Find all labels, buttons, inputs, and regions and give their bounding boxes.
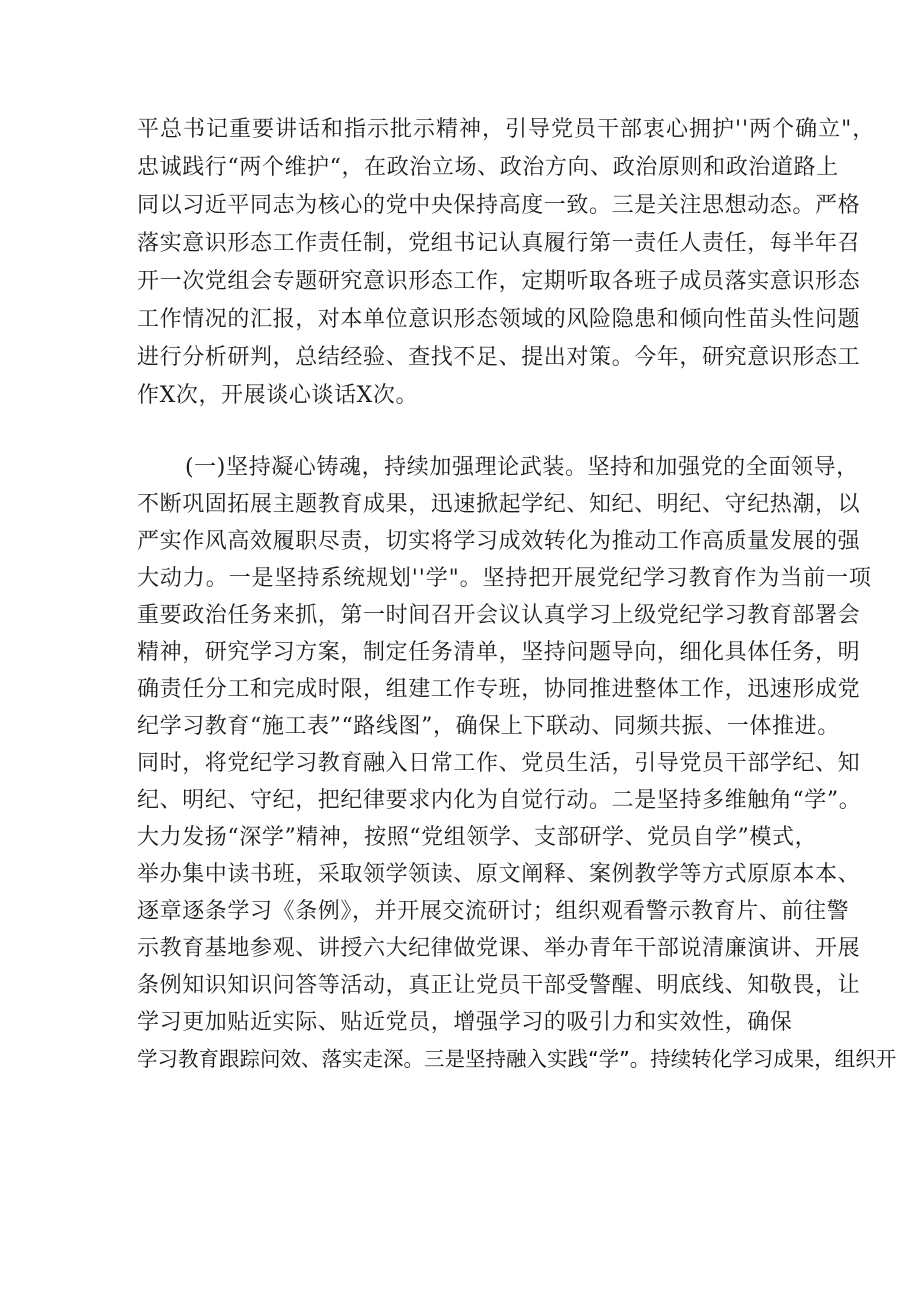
- paragraph-2-line-13: 逐章逐条学习《条例》，并开展交流研讨；组织观看警示教育片、前往警: [137, 899, 850, 924]
- paragraph-2-line-3: 严实作风高效履职尽责，切实将学习成效转化为推动工作高质量发展的强: [137, 529, 861, 554]
- paragraph-2-line-16: 学习更加贴近实际、贴近党员，增强学习的吸引力和实效性，确保: [137, 1010, 793, 1035]
- paragraph-2-line-11: 大力发扬“深学”精神，按照“党组领学、支部研学、党员自学”模式，: [137, 825, 818, 850]
- paragraph-2-line-17: 学习教育跟踪问效、落实走深。三是坚持融入实践“学”。持续转化学习成果，组织开: [137, 1047, 897, 1071]
- paragraph-2-line-4: 大动力。一是坚持系统规划''学"。坚持把开展党纪学习教育作为当前一项: [137, 566, 872, 591]
- paragraph-2-line-2: 不断巩固拓展主题教育成果，迅速掀起学纪、知纪、明纪、守纪热潮，以: [137, 492, 861, 517]
- paragraph-2-line-6: 精神，研究学习方案，制定任务清单，坚持问题导向，细化具体任务，明: [137, 640, 861, 665]
- paragraph-1-line-1: 平总书记重要讲话和指示批示精神，引导党员干部衷心拥护''两个确立"，: [137, 117, 876, 142]
- paragraph-2-line-7: 确责任分工和完成时限，组建工作专班，协同推进整体工作，迅速形成党: [137, 677, 861, 702]
- paragraph-1-line-2: 忠诚践行“两个维护“，在政治立场、政治方向、政治原则和政治道路上: [137, 155, 839, 180]
- paragraph-2-line-5: 重要政治任务来抓，第一时间召开会议认真学习上级党纪学习教育部署会: [137, 603, 861, 628]
- paragraph-2-line-1: (一)坚持凝心铸魂，持续加强理论武装。坚持和加强党的全面领导，: [185, 455, 859, 480]
- paragraph-2-line-9: 同时，将党纪学习教育融入日常工作、党员生活，引导党员干部学纪、知: [137, 751, 861, 776]
- paragraph-1-line-5: 开一次党组会专题研究意识形态工作，定期听取各班子成员落实意识形态: [137, 269, 861, 294]
- paragraph-2-line-12: 举办集中读书班，采取领学领读、原文阐释、案例教学等方式原原本本、: [137, 862, 861, 887]
- paragraph-2-line-8: 纪学习教育“施工表”“路线图”，确保上下联动、同频共振、一体推进。: [137, 714, 840, 739]
- paragraph-1-line-3: 同以习近平同志为核心的党中央保持高度一致。三是关注思想动态。严格: [137, 193, 861, 218]
- paragraph-2-line-14: 示教育基地参观、讲授六大纪律做党课、举办青年干部说清廉演讲、开展: [137, 936, 861, 961]
- paragraph-2-line-15: 条例知识知识问答等活动，真正让党员干部受警醒、明底线、知敬畏，让: [137, 973, 861, 998]
- paragraph-2-line-10: 纪、明纪、守纪，把纪律要求内化为自觉行动。二是坚持多维触角“学”。: [137, 788, 862, 813]
- paragraph-1-line-4: 落实意识形态工作责任制，党组书记认真履行第一责任人责任，每半年召: [137, 231, 861, 256]
- paragraph-1-line-7: 进行分析研判，总结经验、查找不足、提出对策。今年，研究意识形态工: [137, 345, 861, 370]
- paragraph-1-line-6: 工作情况的汇报，对本单位意识形态领域的风险隐患和倾向性苗头性问题: [137, 307, 861, 332]
- paragraph-1-line-8: 作X次，开展谈心谈话X次。: [137, 383, 419, 408]
